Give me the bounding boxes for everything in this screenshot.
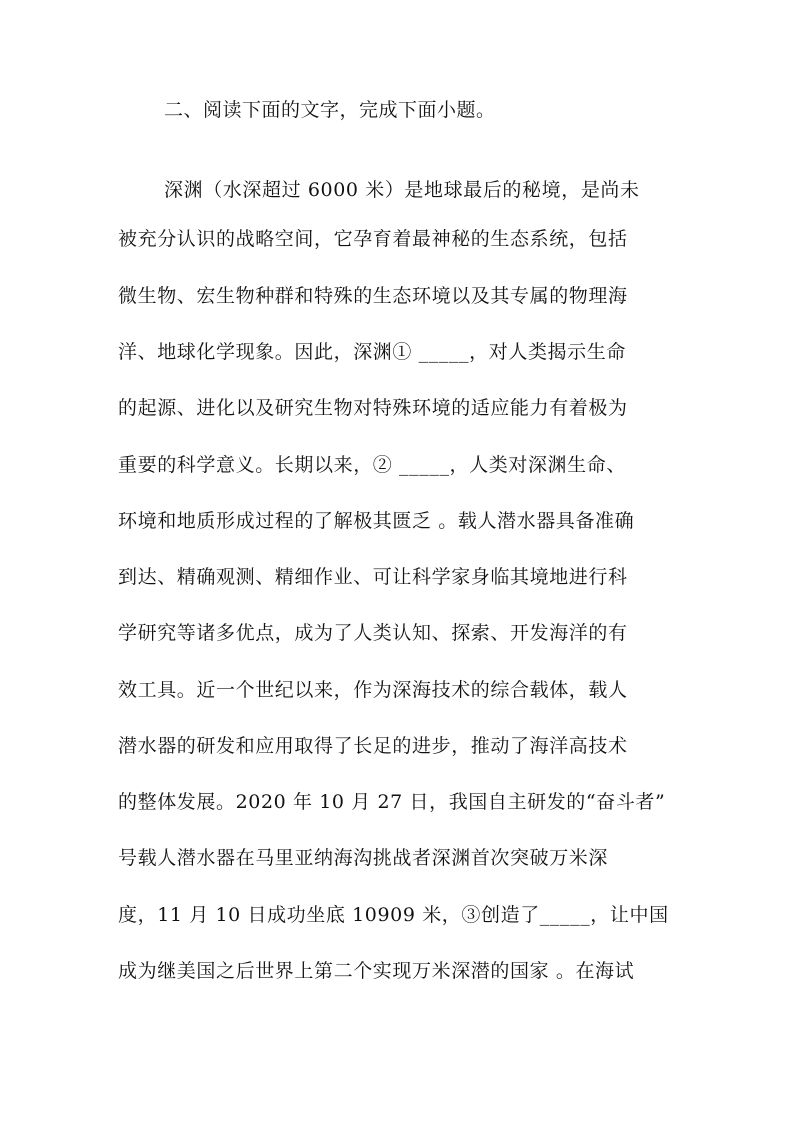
paragraph-line: 成为继美国之后世界上第二个实现万米深潜的国家 。在海试 bbox=[118, 960, 635, 982]
paragraph-line: 被充分认识的战略空间，它孕育着最神秘的生态系统，包括 bbox=[118, 228, 628, 250]
paragraph-line: 度，11 月 10 日成功坐底 10909 米，③创造了_____，让中国 bbox=[118, 904, 669, 926]
paragraph-line: 深渊（水深超过 6000 米）是地球最后的秘境，是尚未 bbox=[164, 179, 640, 201]
paragraph-line: 潜水器的研发和应用取得了长足的进步，推动了海洋高技术 bbox=[118, 735, 628, 757]
section-heading: 二、阅读下面的文字，完成下面小题。 bbox=[164, 99, 496, 121]
paragraph-line: 的起源、进化以及研究生物对特殊环境的适应能力有着极为 bbox=[118, 397, 628, 419]
paragraph-line: 的整体发展。2020 年 10 月 27 日，我国自主研发的“奋斗者” bbox=[118, 791, 666, 813]
paragraph-line: 号载人潜水器在马里亚纳海沟挑战者深渊首次突破万米深 bbox=[118, 847, 609, 869]
paragraph-line: 洋、地球化学现象。因此，深渊① _____，对人类揭示生命 bbox=[118, 341, 626, 363]
paragraph-line: 重要的科学意义。长期以来，② _____，人类对深渊生命、 bbox=[118, 454, 626, 476]
paragraph-line: 学研究等诸多优点，成为了人类认知、探索、开发海洋的有 bbox=[118, 622, 628, 644]
paragraph-line: 环境和地质形成过程的了解极其匮乏 。载人潜水器具备准确 bbox=[118, 510, 635, 532]
paragraph-line: 微生物、宏生物种群和特殊的生态环境以及其专属的物理海 bbox=[118, 285, 628, 307]
paragraph-line: 到达、精确观测、精细作业、可让科学家身临其境地进行科 bbox=[118, 566, 628, 588]
paragraph-line: 效工具。近一个世纪以来，作为深海技术的综合载体，载人 bbox=[118, 679, 628, 701]
